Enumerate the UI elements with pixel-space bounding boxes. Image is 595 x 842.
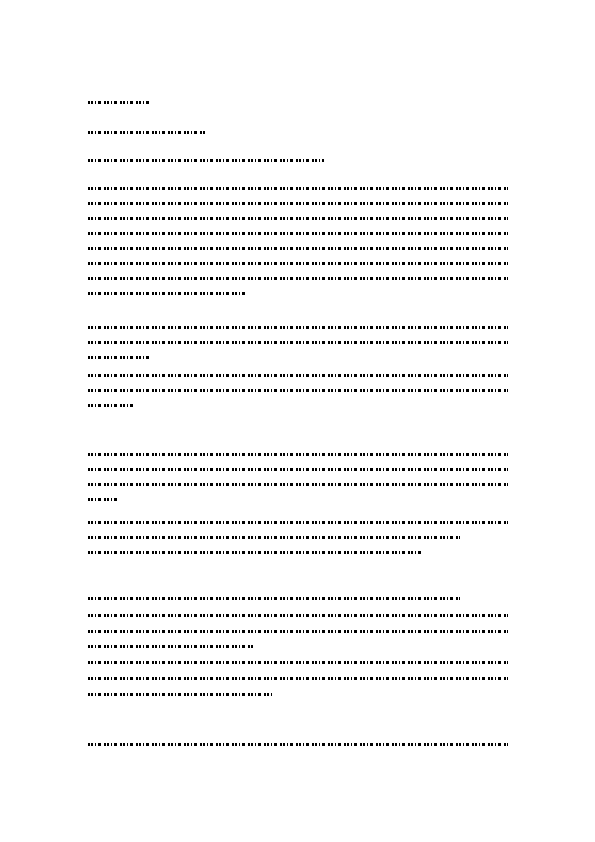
text-line (88, 645, 254, 648)
text-line (88, 498, 120, 501)
text-line (88, 389, 508, 392)
text-line (88, 661, 508, 664)
text-line (88, 217, 508, 220)
text-line (88, 614, 508, 617)
text-line (88, 693, 272, 696)
text-line (88, 630, 508, 633)
text-line (88, 521, 508, 524)
text-line (88, 247, 508, 250)
header-line (88, 131, 206, 134)
text-line (88, 187, 508, 190)
text-line (88, 262, 508, 265)
text-line (88, 356, 150, 359)
text-line (88, 232, 508, 235)
title-line (88, 159, 324, 162)
text-line (88, 292, 248, 295)
header-line (88, 101, 151, 104)
text-line (88, 202, 508, 205)
text-line (88, 743, 508, 746)
text-line (88, 453, 508, 456)
text-line (88, 536, 460, 539)
text-line (88, 374, 508, 377)
text-line (88, 597, 460, 600)
text-line (88, 483, 508, 486)
text-line (88, 277, 508, 280)
text-line (88, 404, 133, 407)
text-line (88, 677, 508, 680)
text-line (88, 341, 508, 344)
text-line (88, 468, 508, 471)
text-line (88, 551, 424, 554)
text-line (88, 326, 508, 329)
